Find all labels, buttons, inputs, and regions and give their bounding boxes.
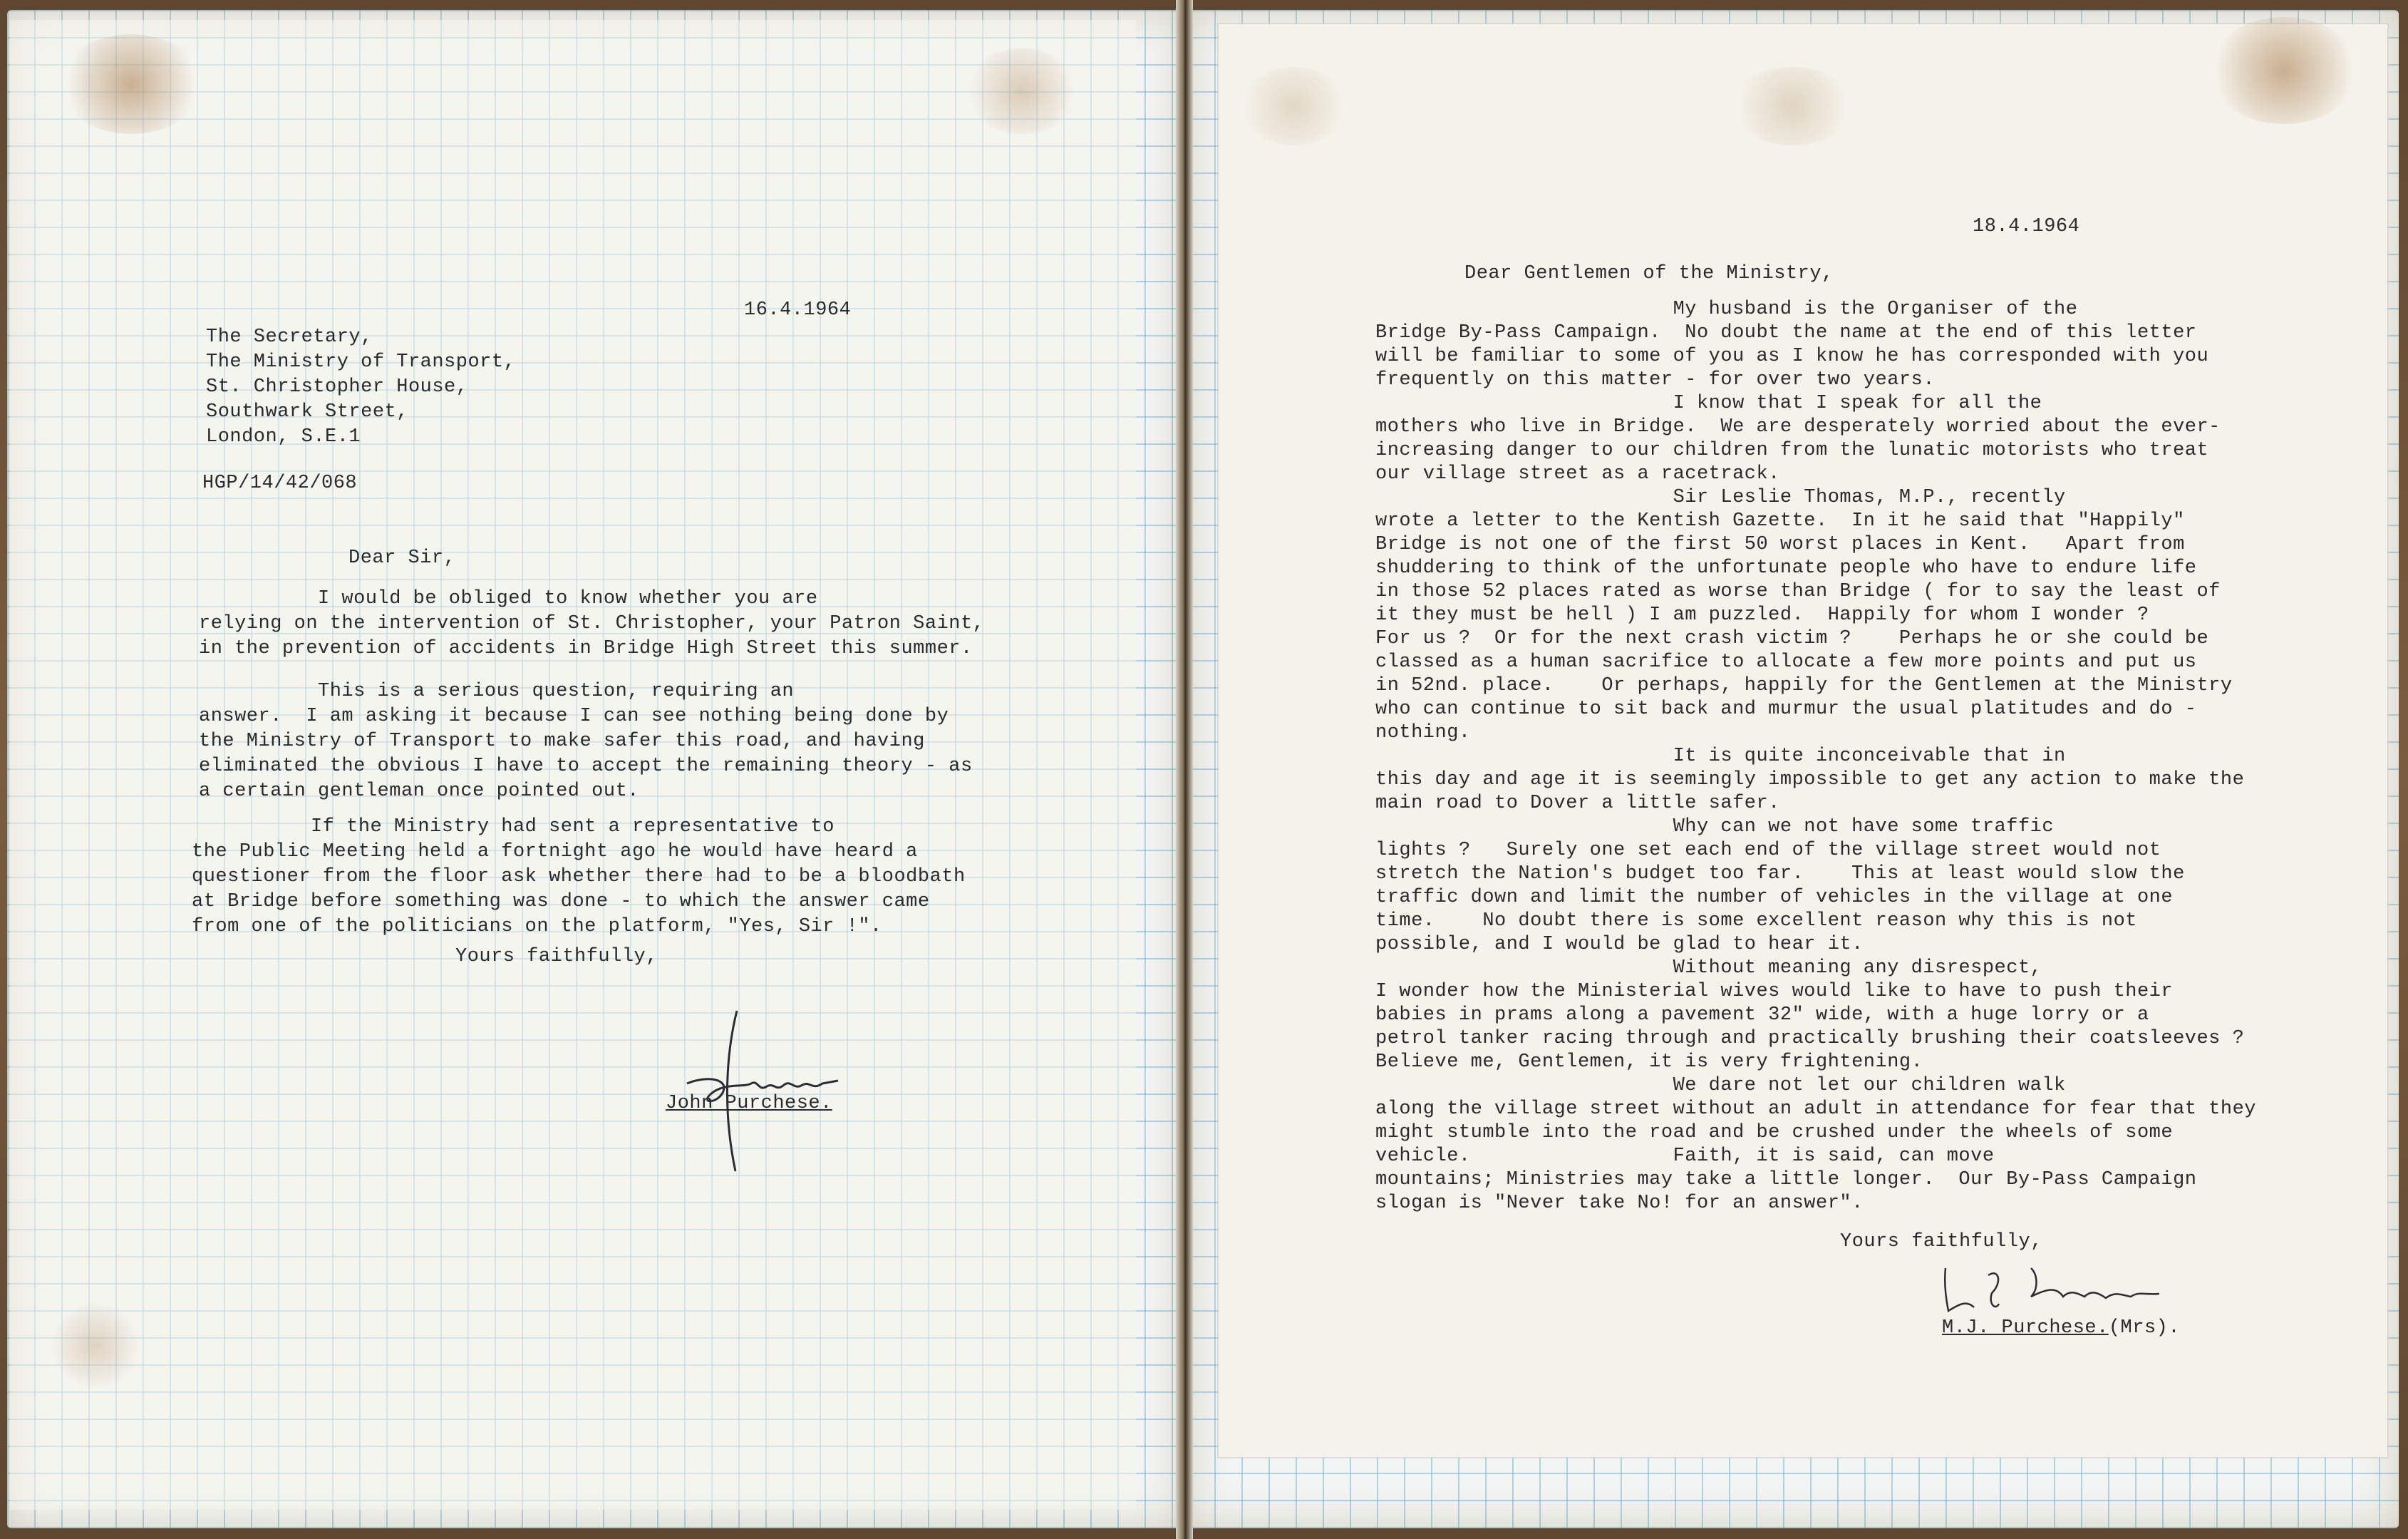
handwritten-signature-john [651, 1004, 879, 1175]
left-letter-date: 16.4.1964 [744, 299, 852, 321]
left-paragraph-1: I would be obliged to know whether you are relying on the intervention of St. Christopher, your Patron Saint, in the prevention of accidents in Bridge High Street this summer. [199, 588, 985, 659]
notebook-spine [1176, 0, 1193, 1539]
right-signature-suffix: (Mrs). [2108, 1317, 2181, 1339]
left-paragraph-3: If the Ministry had sent a representative to the Public Meeting held a fortnight ago he would have heard a questioner from the floor ask whether there had to be a bloodbath at Bridge before something was done - to which the answer came from one of the politicians on the platform, "Yes, Sir !". [192, 816, 966, 937]
address-line: London, S.E.1 [206, 426, 361, 448]
left-paragraph-2: This is a serious question, requiring an answer. I am asking it because I can see nothing being done by the Ministry of Transport to make safer this road, and having eliminated the obvious I have to accept the remaining theory - as a certain gentleman once pointed out. [199, 681, 973, 802]
right-salutation: Dear Gentlemen of the Ministry, [1464, 263, 1834, 284]
left-letter-sheet [10, 20, 1136, 1510]
left-closing: Yours faithfully, [455, 946, 658, 967]
address-line: Southwark Street, [206, 401, 408, 423]
reference-number: HGP/14/42/068 [202, 473, 358, 494]
paper-stain [60, 34, 202, 134]
paper-stain [1240, 67, 1347, 145]
address-line: St. Christopher House, [206, 376, 468, 398]
right-signature-line [1942, 1317, 2180, 1340]
paper-stain [2209, 17, 2359, 124]
handwritten-signature-mj [1931, 1254, 2174, 1325]
left-signature-name: John Purchese. [666, 1093, 832, 1114]
right-letter-body: My husband is the Organiser of the Bridge By-Pass Campaign. No doubt the name at the end of this letter will be familiar to some of you as I know he has corresponded with you frequently on this matter - for over two years. I know that I speak for all the mothers who live in Bridge. We are desperately worried about the ever- increasing danger to our children from the lunatic motorists who treat our village street as a racetrack. Sir Leslie Thomas, M.P., recently wrote a letter to the Kentish Gazette. In it he said that "Happily" Bridge is not one of the first 50 worst places in Kent. Apart from shuddering to think of the unfortunate people who have to endure life in those 52 places rated as worse than Bridge ( for to say the least of it they must be hell ) I am puzzled. Happily for whom I wonder ? For us ? Or for the next crash victim ? Perhaps he or she could be classed as a human sacrifice to allocate a few more points and put us in 52nd. place. Or perhaps, happily for the Gentlemen at the Ministry who can continue to sit back and murmur the usual platitudes and do - nothing. It is quite inconceivable that in this day and age it is seemingly impossible to get any action to make the main road to Dover a little safer. Why can we not have some traffic lights ? Surely one set each end of the village street would not stretch the Nation's budget too far. This at least would slow the traffic down and limit the number of vehicles in the village at one time. No doubt there is some excellent reason why this is not possible, and I would be glad to hear it. Without meaning any disrespect, I wonder how the Ministerial wives would like to have to push their babies in prams along a pavement 32" wide, with a huge lorry or a petrol tanker racing through and practically brushing their coatsleeves ? Believe me, Gentlemen, it is very frightening. We dare not let our children walk along the village street without an adult in attendance for fear that they might stumble into the road and be crushed under the wheels of some vehicle. Faith, it is said, can move mountains; Ministries may take a little longer. Our By-Pass Campaign slogan is "Never take No! for an answer". [1375, 299, 2256, 1214]
paper-stain [965, 48, 1079, 134]
right-letter-date: 18.4.1964 [1973, 216, 2080, 237]
paper-stain [1732, 67, 1853, 145]
right-letter-sheet [1219, 24, 2387, 1457]
right-closing: Yours faithfully, [1840, 1231, 2042, 1252]
paper-stain [53, 1303, 138, 1389]
right-signature-name: M.J. Purchese. [1942, 1317, 2109, 1339]
address-line: The Ministry of Transport, [206, 351, 516, 373]
address-line: The Secretary, [206, 326, 373, 348]
left-salutation: Dear Sir, [348, 547, 456, 569]
